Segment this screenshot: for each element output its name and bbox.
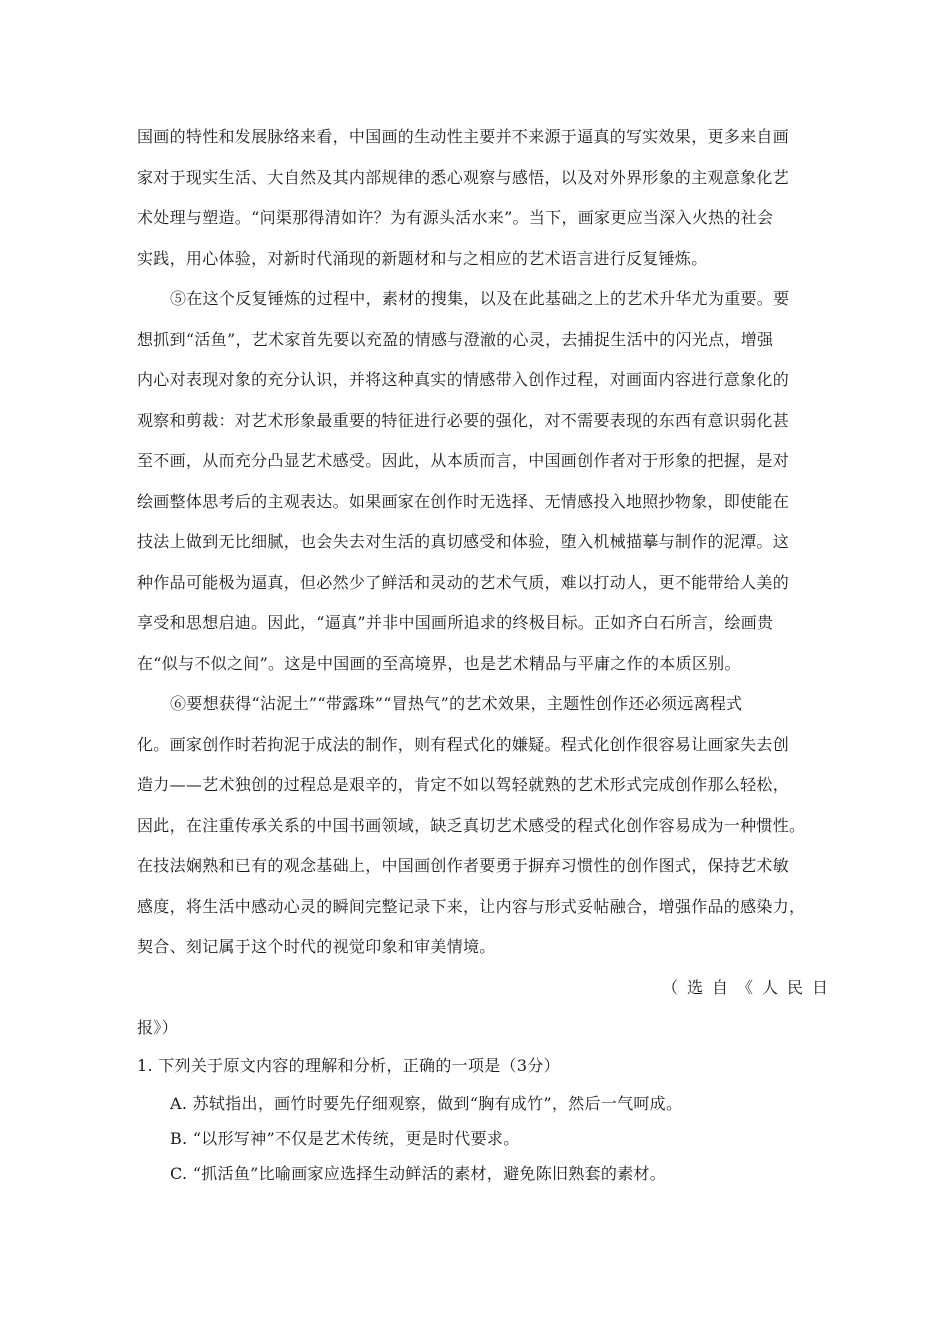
paragraph-line: 至不画，从而充分凸显艺术感受。因此，从本质而言，中国画创作者对于形象的把握，是对	[137, 451, 790, 470]
paragraph-line: 术处理与塑造。“问渠那得清如许？为有源头活水来”。当下，画家更应当深入火热的社会	[137, 208, 774, 227]
paragraph-line: 绘画整体思考后的主观表达。如果画家在创作时无选择、无情感投入地照抄物象，即使能在	[137, 492, 790, 511]
question-option-c: C. “抓活鱼”比喻画家应选择生动鲜活的素材，避免陈旧熟套的素材。	[170, 1164, 667, 1183]
source-citation-cont: 报》）	[137, 1018, 178, 1037]
paragraph-line: 观察和剪裁：对艺术形象最重要的特征进行必要的强化，对不需要表现的东西有意识弱化甚	[137, 411, 790, 430]
question-stem: 1. 下列关于原文内容的理解和分析，正确的一项是（3分）	[137, 1056, 560, 1075]
paragraph-line: 实践，用心体验，对新时代涌现的新题材和与之相应的艺术语言进行反复锤炼。	[137, 249, 708, 268]
paragraph-line: 国画的特性和发展脉络来看，中国画的生动性主要并不来源于逼真的写实效果，更多来自画	[137, 127, 790, 146]
paragraph-line: 感度，将生活中感动心灵的瞬间完整记录下来，让内容与形式妥帖融合，增强作品的感染力，	[137, 897, 806, 916]
question-option-b: B. “以形写神”不仅是艺术传统，更是时代要求。	[170, 1129, 520, 1148]
paragraph-line: 造力——艺术独创的过程总是艰辛的，肯定不如以驾轻就熟的艺术形式完成创作那么轻松，	[137, 775, 790, 794]
paragraph-line: 技法上做到无比细腻，也会失去对生活的真切感受和体验，堕入机械描摹与制作的泥潭。这	[137, 532, 790, 551]
paragraph-line: 想抓到“活鱼”，艺术家首先要以充盈的情感与澄澈的心灵，去捕捉生活中的闪光点，增强	[137, 330, 774, 349]
source-citation: （选自《人民日	[661, 978, 837, 997]
paragraph-line: 内心对表现对象的充分认识，并将这种真实的情感带入创作过程，对画面内容进行意象化的	[137, 370, 790, 389]
paragraph-line: 在“似与不似之间”。这是中国画的至高境界，也是艺术精品与平庸之作的本质区别。	[137, 654, 741, 673]
paragraph-line: 种作品可能极为逼真，但必然少了鲜活和灵动的艺术气质，难以打动人，更不能带给人美的	[137, 573, 790, 592]
paragraph-line: 因此，在注重传承关系的中国书画领域，缺乏真切艺术感受的程式化创作容易成为一种惯性。	[137, 816, 806, 835]
paragraph-line: ⑥要想获得“沾泥土”“带露珠”“冒热气”的艺术效果，主题性创作还必须远离程式	[170, 694, 743, 713]
paragraph-line: ⑤在这个反复锤炼的过程中，素材的搜集，以及在此基础之上的艺术升华尤为重要。要	[170, 289, 790, 308]
paragraph-line: 化。画家创作时若拘泥于成法的制作，则有程式化的嫌疑。程式化创作很容易让画家失去创	[137, 735, 790, 754]
paragraph-line: 享受和思想启迪。因此，“逼真”并非中国画所追求的终极目标。正如齐白石所言，绘画贵	[137, 613, 774, 632]
paragraph-line: 契合、刻记属于这个时代的视觉印象和审美情境。	[137, 937, 496, 956]
question-option-a: A. 苏轼指出，画竹时要先仔细观察，做到“胸有成竹”，然后一气呵成。	[170, 1094, 683, 1113]
paragraph-line: 在技法娴熟和已有的观念基础上，中国画创作者要勇于摒弃习惯性的创作图式，保持艺术敏	[137, 856, 790, 875]
paragraph-line: 家对于现实生活、大自然及其内部规律的悉心观察与感悟，以及对外界形象的主观意象化艺	[137, 168, 790, 187]
